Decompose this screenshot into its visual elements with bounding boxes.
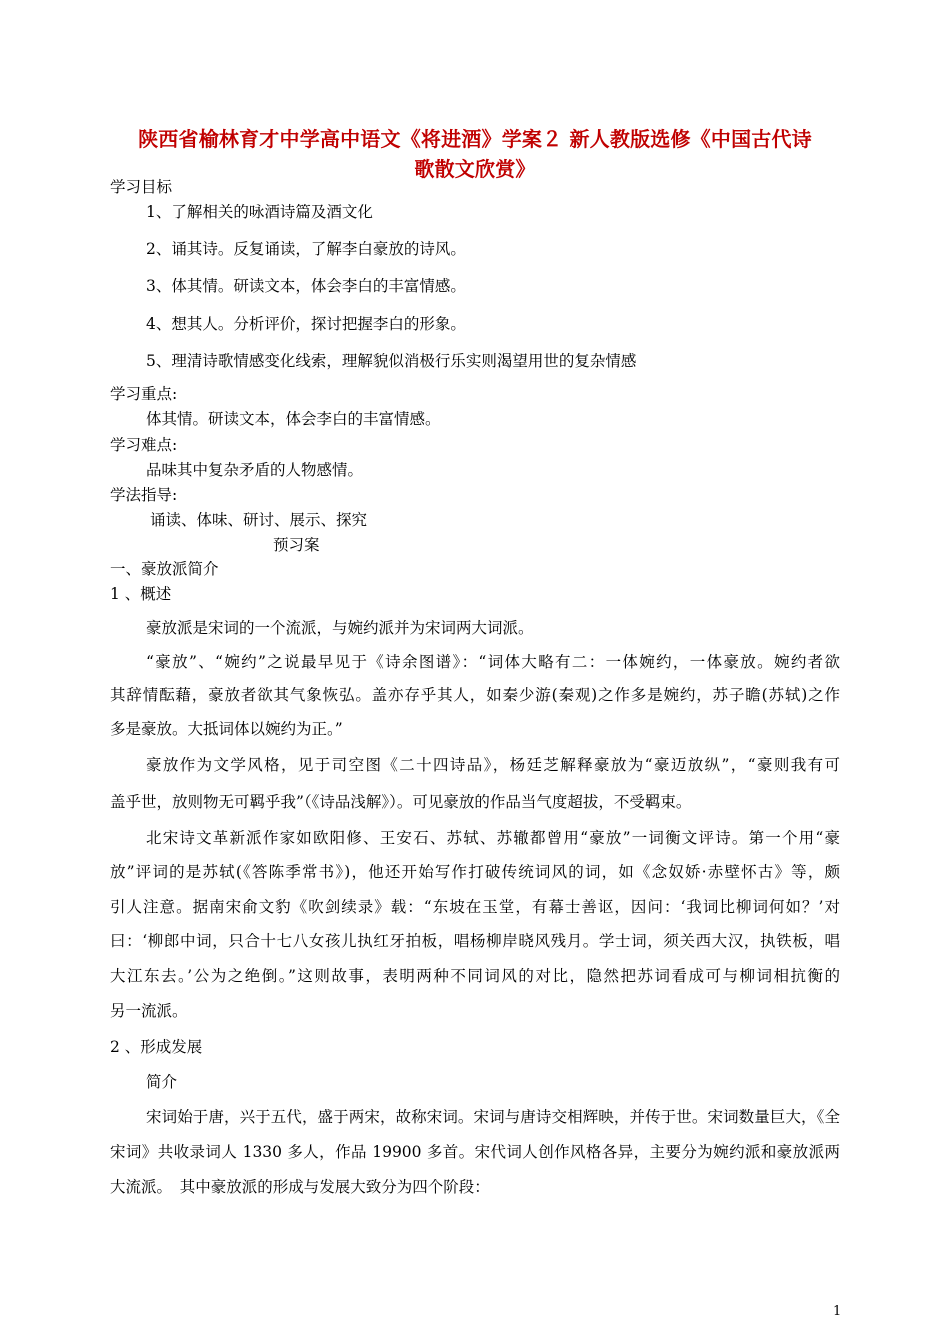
objective-item: 2、诵其诗。反复诵读，了解李白豪放的诗风。 xyxy=(146,240,466,258)
paragraph-line: 宋词始于唐，兴于五代，盛于两宋，故称宋词。宋词与唐诗交相辉映，并传于世。宋词数量巨大，《全 xyxy=(146,1108,840,1126)
section-heading: 一、豪放派简介 xyxy=(110,560,219,578)
difficulty-heading: 学习难点: xyxy=(110,436,178,454)
paragraph: 豪放派是宋词的一个流派，与婉约派并为宋词两大词派。 xyxy=(146,619,534,637)
paragraph-line: 引人注意。据南宋俞文豹《吹剑续录》载：“东坡在玉堂，有幕士善讴，因问：‘我词比柳词何如？’对 xyxy=(110,898,840,916)
subsection-heading: 1 、概述 xyxy=(110,585,172,603)
objective-item: 4、想其人。分析评价，探讨把握李白的形象。 xyxy=(146,315,466,333)
subsection-heading: 2 、形成发展 xyxy=(110,1038,203,1056)
objective-item: 3、体其情。研读文本，体会李白的丰富情感。 xyxy=(146,277,466,295)
focus-text: 体其情。研读文本，体会李白的丰富情感。 xyxy=(146,410,441,428)
paragraph-line: 其辞情酝藉，豪放者欲其气象恢弘。盖亦存乎其人，如秦少游(秦观)之作多是婉约，苏子瞻(苏轼)之作 xyxy=(110,686,840,704)
method-text: 诵读、体味、研讨、展示、探究 xyxy=(150,511,368,529)
paragraph-line: 北宋诗文革新派作家如欧阳修、王安石、苏轼、苏辙都曾用“豪放”一词衡文评诗。第一个用“豪 xyxy=(146,829,840,847)
preview-heading: 预习案 xyxy=(273,536,320,554)
paragraph-line: 多是豪放。大抵词体以婉约为正。” xyxy=(110,720,343,738)
document-title xyxy=(100,124,850,184)
objective-item: 5、理清诗歌情感变化线索，理解貌似消极行乐实则渴望用世的复杂情感 xyxy=(146,352,637,370)
focus-heading: 学习重点: xyxy=(110,385,178,403)
page-number: 1 xyxy=(833,1304,842,1319)
paragraph-line: “豪放”、“婉约”之说最早见于《诗余图谱》：“词体大略有二：一体婉约，一体豪放。婉约者欲 xyxy=(146,653,840,671)
objective-item: 1、了解相关的咏酒诗篇及酒文化 xyxy=(146,203,373,221)
paragraph-line: 盖乎世，放则物无可羁乎我”（《诗品浅解》）。可见豪放的作品当气度超拔，不受羁束。 xyxy=(110,793,692,811)
paragraph-line: 放”评词的是苏轼(《答陈季常书》)，他还开始写作打破传统词风的词，如《念奴娇·赤壁怀古》等，颇 xyxy=(110,863,840,881)
paragraph-line: 大流派。 其中豪放派的形成与发展大致分为四个阶段： xyxy=(110,1178,490,1196)
difficulty-text: 品味其中复杂矛盾的人物感情。 xyxy=(146,461,364,479)
paragraph-line: 宋词》共收录词人 1330 多人，作品 19900 多首。宋代词人创作风格各异，主要分为婉约派和豪放派两 xyxy=(110,1143,840,1161)
method-heading: 学法指导: xyxy=(110,486,178,504)
paragraph-line: 大江东去。’公为之绝倒。”这则故事，表明两种不同词风的对比，隐然把苏词看成可与柳词相抗衡的 xyxy=(110,967,840,985)
intro-heading: 简介 xyxy=(146,1073,178,1091)
objectives-heading: 学习目标 xyxy=(110,178,173,196)
paragraph-line: 豪放作为文学风格，见于司空图《二十四诗品》，杨廷芝解释豪放为“豪迈放纵”，“豪则我有可 xyxy=(146,756,840,774)
title-line-1: 陕西省榆林育才中学高中语文《将进酒》学案２ 新人教版选修《中国古代诗 xyxy=(138,127,812,151)
title-line-2: 歌散文欣赏》 xyxy=(414,157,536,181)
paragraph-line: 另一流派。 xyxy=(110,1002,188,1020)
paragraph-line: 曰：‘柳郎中词，只合十七八女孩儿执红牙拍板，唱杨柳岸晓风残月。学士词，须关西大汉，执铁板，唱 xyxy=(110,932,840,950)
